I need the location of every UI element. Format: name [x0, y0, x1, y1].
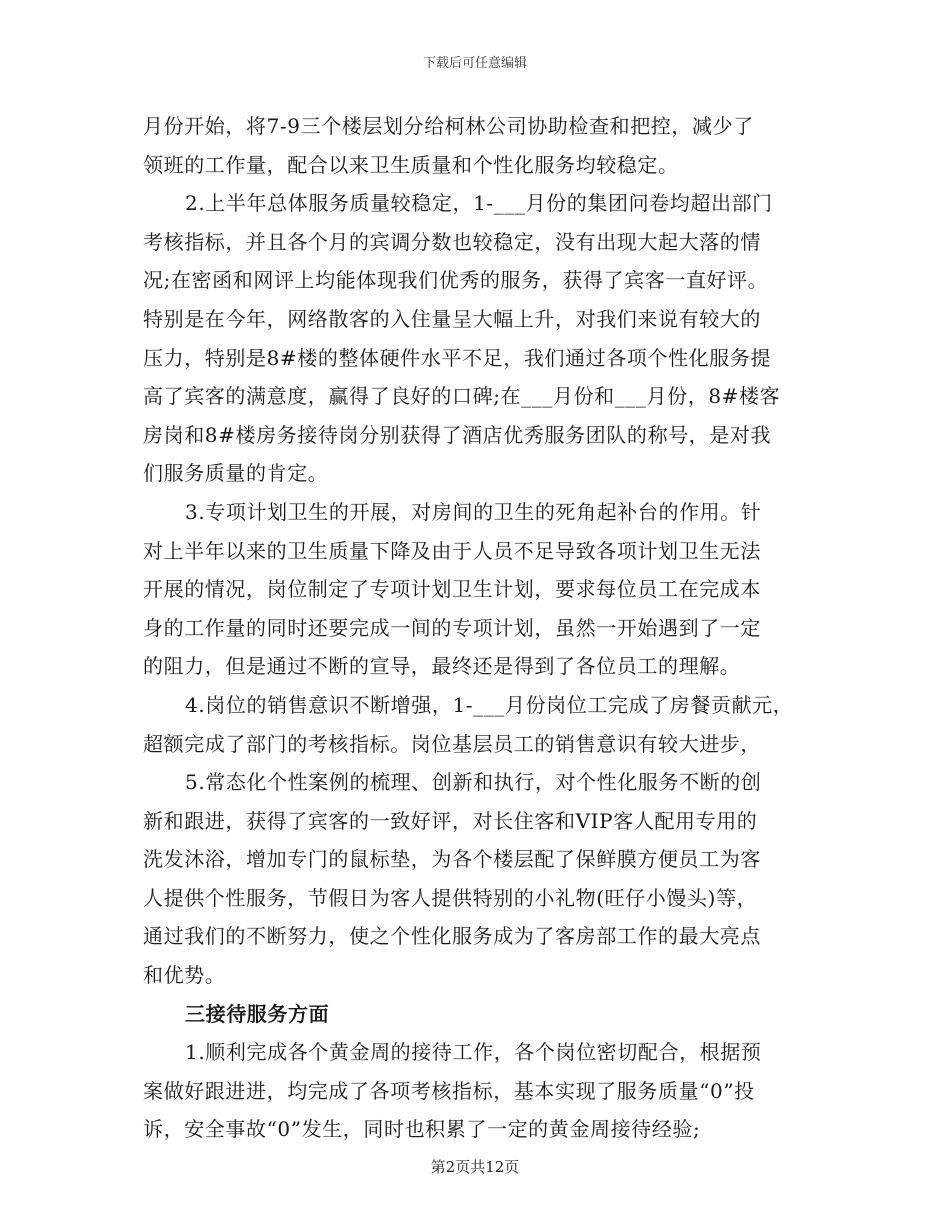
document-body — [143, 107, 823, 1149]
paragraph-start: 1.顺利完成各个黄金周的接待工作，各个岗位密切配合，根据预 — [185, 1040, 762, 1065]
text-line: 身的工作量的同时还要完成一间的专项计划，虽然一开始遇到了一定 — [143, 615, 761, 640]
text-line: 洗发沐浴，增加专门的鼠标垫，为各个楼层配了保鲜膜方便员工为客 — [143, 847, 761, 872]
text-line: 们服务质量的肯定。 — [143, 461, 329, 486]
page-number: 第2页共12页 — [430, 1158, 520, 1176]
text-line: 的阻力，但是通过不断的宣导，最终还是得到了各位员工的理解。 — [143, 654, 741, 679]
paragraph-start: 4.岗位的销售意识不断增强，1-___月份岗位工完成了房餐贡献元， — [185, 692, 794, 717]
text-line: 特别是在今年，网络散客的入住量呈大幅上升，对我们来说有较大的 — [143, 306, 761, 331]
text-line: 案做好跟进进，均完成了各项考核指标，基本实现了服务质量“0”投 — [143, 1078, 755, 1103]
text-line: 超额完成了部门的考核指标。岗位基层员工的销售意识有较大进步， — [143, 731, 761, 756]
text-line: 高了宾客的满意度，赢得了良好的口碑;在___月份和___月份，8#楼客 — [143, 384, 781, 409]
text-line: 况;在密函和网评上均能体现我们优秀的服务，获得了宾客一直好评。 — [143, 268, 769, 293]
text-line: 诉，安全事故“0”发生，同时也积累了一定的黄金周接待经验; — [143, 1117, 701, 1142]
text-line: 领班的工作量，配合以来卫生质量和个性化服务均较稳定。 — [143, 152, 679, 177]
text-line: 房岗和8#楼房务接待岗分别获得了酒店优秀服务团队的称号，是对我 — [143, 422, 772, 447]
paragraph-start: 5.常态化个性案例的梳理、创新和执行，对个性化服务不断的创 — [185, 770, 762, 795]
section-heading: 三接待服务方面 — [185, 1001, 330, 1026]
text-line: 人提供个性服务，节假日为客人提供特别的小礼物(旺仔小馒头)等， — [143, 885, 758, 910]
text-line: 对上半年以来的卫生质量下降及由于人员不足导致各项计划卫生无法 — [143, 538, 761, 563]
text-line: 月份开始，将7-9三个楼层划分给柯林公司协助检查和把控，减少了 — [143, 114, 754, 138]
paragraph-start: 3.专项计划卫生的开展，对房间的卫生的死角起补台的作用。针 — [185, 499, 762, 524]
page-header: 下载后可任意编辑 — [422, 56, 527, 71]
paragraph-start: 2.上半年总体服务质量较稳定，1-___月份的集团问卷均超出部门 — [185, 191, 773, 216]
text-line: 和优势。 — [143, 963, 226, 988]
text-line: 通过我们的不断努力，使之个性化服务成为了客房部工作的最大亮点 — [143, 924, 761, 949]
text-line: 新和跟进，获得了宾客的一致好评，对长住客和VIP客人配用专用的 — [143, 808, 758, 833]
text-line: 考核指标，并且各个月的宾调分数也较稳定，没有出现大起大落的情 — [143, 229, 761, 254]
text-line: 压力，特别是8#楼的整体硬件水平不足，我们通过各项个性化服务提 — [143, 345, 772, 370]
text-line: 开展的情况，岗位制定了专项计划卫生计划，要求每位员工在完成本 — [143, 577, 761, 602]
